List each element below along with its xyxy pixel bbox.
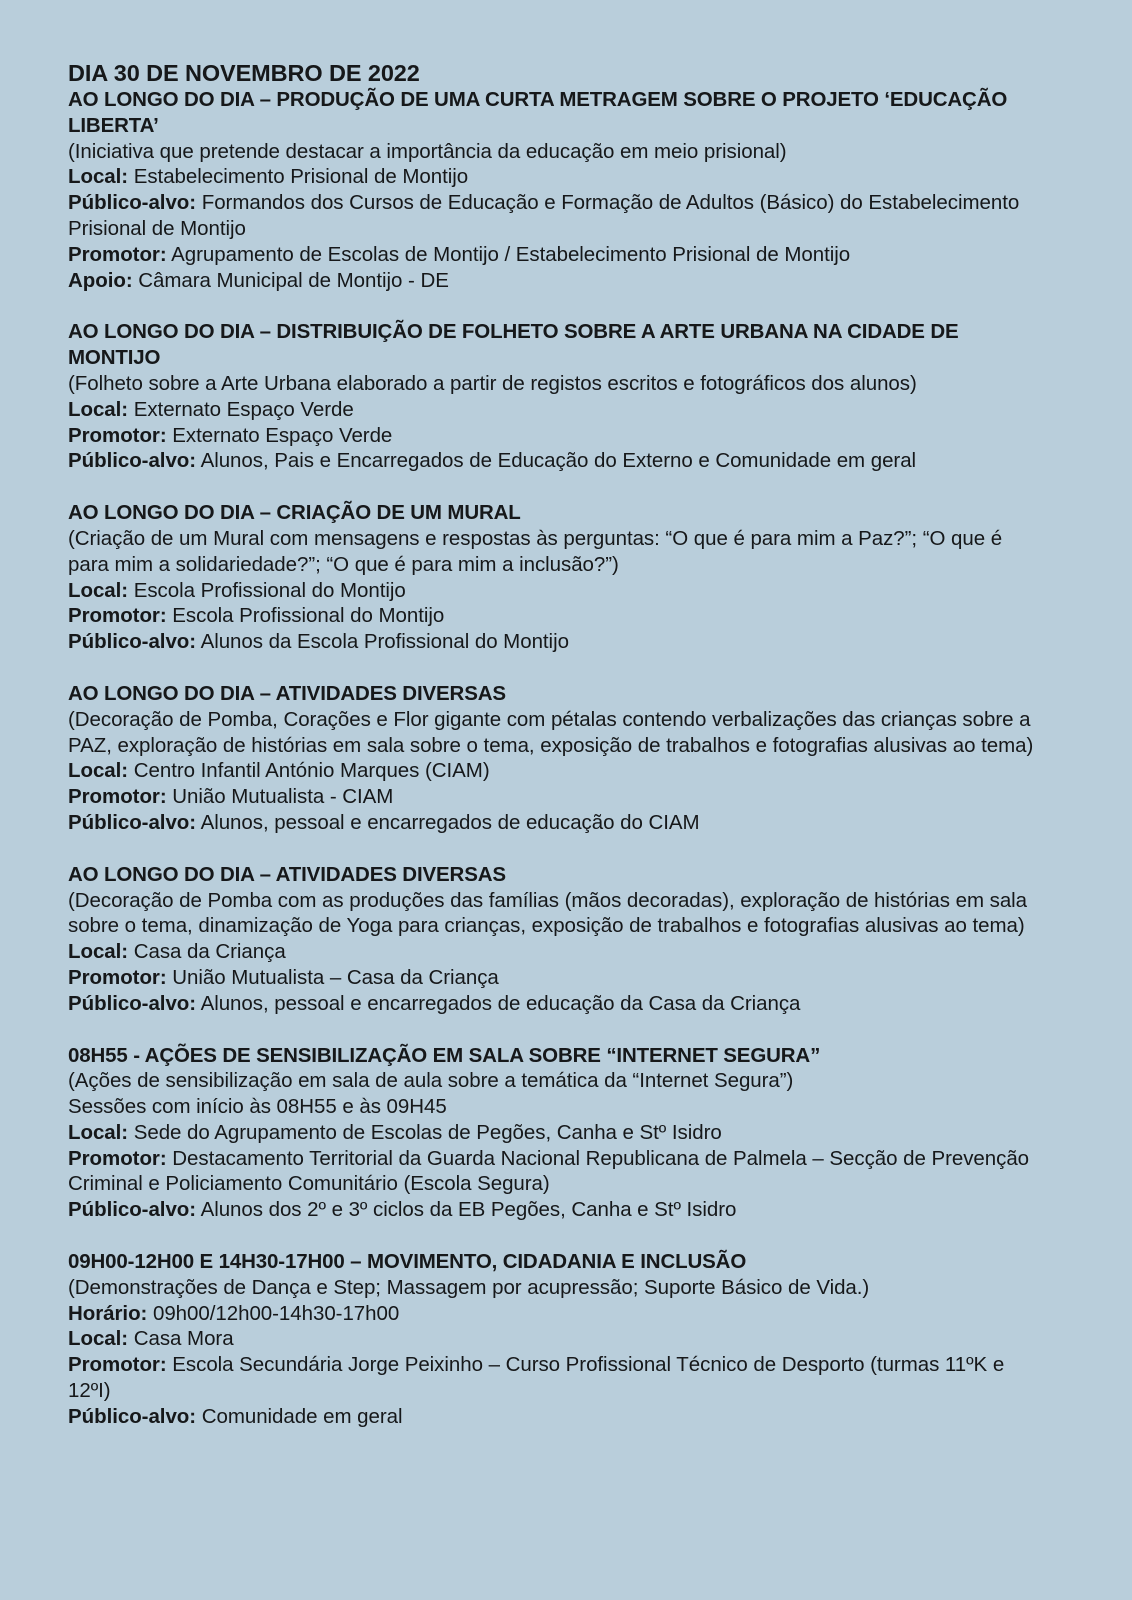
event-field-label: Apoio: (68, 268, 133, 292)
event-field-label: Público-alvo: (68, 991, 197, 1015)
event-heading: AO LONGO DO DIA – ATIVIDADES DIVERSAS (68, 681, 506, 705)
event-field (68, 578, 1048, 604)
event-heading: AO LONGO DO DIA – DISTRIBUIÇÃO DE FOLHETO SOBRE A ARTE URBANA NA CIDADE DE MONTIJO (68, 320, 959, 370)
event-field-value: Agrupamento de Escolas de Montijo / Estabelecimento Prisional de Montijo (171, 242, 851, 266)
event-field (68, 991, 1048, 1017)
event-field (68, 1146, 1048, 1198)
event-description: (Iniciativa que pretende destacar a importância da educação em meio prisional) (68, 139, 787, 163)
event-field-label: Público-alvo: (68, 449, 197, 473)
event-section (68, 500, 1048, 655)
event-field (68, 423, 1048, 449)
event-field-value: Comunidade em geral (201, 1404, 403, 1428)
event-field-value: Escola Profissional do Montijo (172, 604, 445, 628)
event-description: (Decoração de Pomba, Corações e Flor gigante com pétalas contendo verbalizações das crianças sobre a PAZ, exploração de histórias em sala sobre o tema, exposição de trabalhos e fotografias alusivas ao tema) (68, 707, 1034, 757)
event-field-label: Público-alvo: (68, 630, 197, 654)
event-field-value: Centro Infantil António Marques (CIAM) (133, 759, 490, 783)
event-field (68, 164, 1048, 190)
event-description: (Decoração de Pomba com as produções das famílias (mãos decoradas), exploração de histórias em sala sobre o tema, dinamização de Yoga para crianças, exposição de trabalhos e fotografias alusivas ao tema) (68, 888, 1028, 938)
event-field (68, 965, 1048, 991)
event-field-value: Destacamento Territorial da Guarda Nacional Republicana de Palmela – Secção de Prevenção Criminal e Policiamento Comunitário (Escola Segura) (68, 1146, 1030, 1196)
event-field-label: Público-alvo: (68, 191, 197, 215)
event-field (68, 603, 1048, 629)
event-field-value: Casa da Criança (133, 940, 286, 964)
event-field-value: Casa Mora (133, 1327, 234, 1351)
event-field-value: Formandos dos Cursos de Educação e Formação de Adultos (Básico) do Estabelecimento Prisional de Montijo (68, 191, 1020, 240)
event-field-label: Promotor: (68, 1353, 167, 1377)
event-heading: AO LONGO DO DIA – ATIVIDADES DIVERSAS (68, 862, 506, 886)
event-field-label: Promotor: (68, 423, 167, 447)
event-field-value: Escola Secundária Jorge Peixinho – Curso Profissional Técnico de Desporto (turmas 11ºK e 12ºI) (68, 1353, 1005, 1403)
event-field-label: Local: (68, 1120, 129, 1144)
event-field-label: Local: (68, 578, 129, 602)
event-field-value: Externato Espaço Verde (172, 423, 393, 447)
event-field-value: Câmara Municipal de Montijo - DE (138, 268, 449, 292)
event-field (68, 1301, 1048, 1327)
event-field (68, 1326, 1048, 1352)
event-field (68, 448, 1048, 474)
event-field (68, 629, 1048, 655)
event-description: (Criação de um Mural com mensagens e respostas às perguntas: “O que é para mim a Paz?”; “O que é para mim a solidariedade?”; “O que é para mim a inclusão?”) (68, 526, 1003, 576)
event-field-label: Promotor: (68, 604, 167, 628)
event-field-label: Público-alvo: (68, 810, 197, 834)
event-field (68, 1404, 1048, 1430)
event-field (68, 939, 1048, 965)
event-field-value: Alunos da Escola Profissional do Montijo (200, 630, 569, 654)
event-sessions-line: Sessões com início às 08H55 e às 09H45 (68, 1095, 447, 1119)
event-field-value: Alunos dos 2º e 3º ciclos da EB Pegões, Canha e Stº Isidro (200, 1198, 737, 1222)
event-field-label: Promotor: (68, 242, 167, 266)
event-field-label: Promotor: (68, 1146, 167, 1170)
event-field-label: Local: (68, 397, 129, 421)
event-field-label: Local: (68, 165, 129, 189)
event-field-value: União Mutualista - CIAM (172, 785, 394, 809)
event-field (68, 784, 1048, 810)
event-field-value: 09h00/12h00-14h30-17h00 (152, 1301, 400, 1325)
event-field-label: Horário: (68, 1301, 148, 1325)
event-field-value: Escola Profissional do Montijo (133, 578, 406, 602)
event-field-label: Local: (68, 1327, 129, 1351)
event-section (68, 681, 1048, 836)
event-field (68, 242, 1048, 268)
event-field-value: União Mutualista – Casa da Criança (172, 965, 499, 989)
event-field (68, 1197, 1048, 1223)
event-field-value: Alunos, pessoal e encarregados de educação do CIAM (200, 810, 700, 834)
event-field (68, 1120, 1048, 1146)
event-field (68, 810, 1048, 836)
event-field (68, 758, 1048, 784)
event-field-label: Público-alvo: (68, 1404, 197, 1428)
event-heading: AO LONGO DO DIA – CRIAÇÃO DE UM MURAL (68, 501, 521, 525)
event-section (68, 319, 1048, 474)
event-section (68, 1043, 1048, 1224)
event-description: (Ações de sensibilização em sala de aula sobre a temática da “Internet Segura”) (68, 1069, 794, 1093)
event-field-label: Local: (68, 940, 129, 964)
event-field-label: Local: (68, 759, 129, 783)
event-field-label: Promotor: (68, 965, 167, 989)
event-description: (Folheto sobre a Arte Urbana elaborado a partir de registos escritos e fotográficos dos alunos) (68, 371, 917, 395)
event-field (68, 268, 1048, 294)
event-field-value: Sede do Agrupamento de Escolas de Pegões, Canha e Stº Isidro (133, 1120, 722, 1144)
page-title: DIA 30 DE NOVEMBRO DE 2022 (68, 60, 420, 86)
event-field (68, 190, 1048, 242)
event-heading: 08H55 - AÇÕES DE SENSIBILIZAÇÃO EM SALA SOBRE “INTERNET SEGURA” (68, 1043, 821, 1067)
event-section (68, 1249, 1048, 1430)
event-field-label: Público-alvo: (68, 1198, 197, 1222)
event-heading: AO LONGO DO DIA – PRODUÇÃO DE UMA CURTA METRAGEM SOBRE O PROJETO ‘EDUCAÇÃO LIBERTA’ (68, 88, 1008, 137)
event-section (68, 87, 1048, 293)
event-field-label: Promotor: (68, 785, 167, 809)
event-field-value: Alunos, Pais e Encarregados de Educação do Externo e Comunidade em geral (200, 449, 917, 473)
event-field-value: Estabelecimento Prisional de Montijo (133, 165, 469, 189)
sections-container (68, 87, 1048, 1430)
event-field (68, 1352, 1048, 1404)
event-heading: 09H00-12H00 E 14H30-17H00 – MOVIMENTO, CIDADANIA E INCLUSÃO (68, 1250, 747, 1274)
event-field-value: Alunos, pessoal e encarregados de educação da Casa da Criança (200, 991, 801, 1015)
event-description: (Demonstrações de Dança e Step; Massagem por acupressão; Suporte Básico de Vida.) (68, 1275, 870, 1299)
event-field (68, 397, 1048, 423)
event-field-value: Externato Espaço Verde (133, 397, 354, 421)
event-section (68, 862, 1048, 1017)
